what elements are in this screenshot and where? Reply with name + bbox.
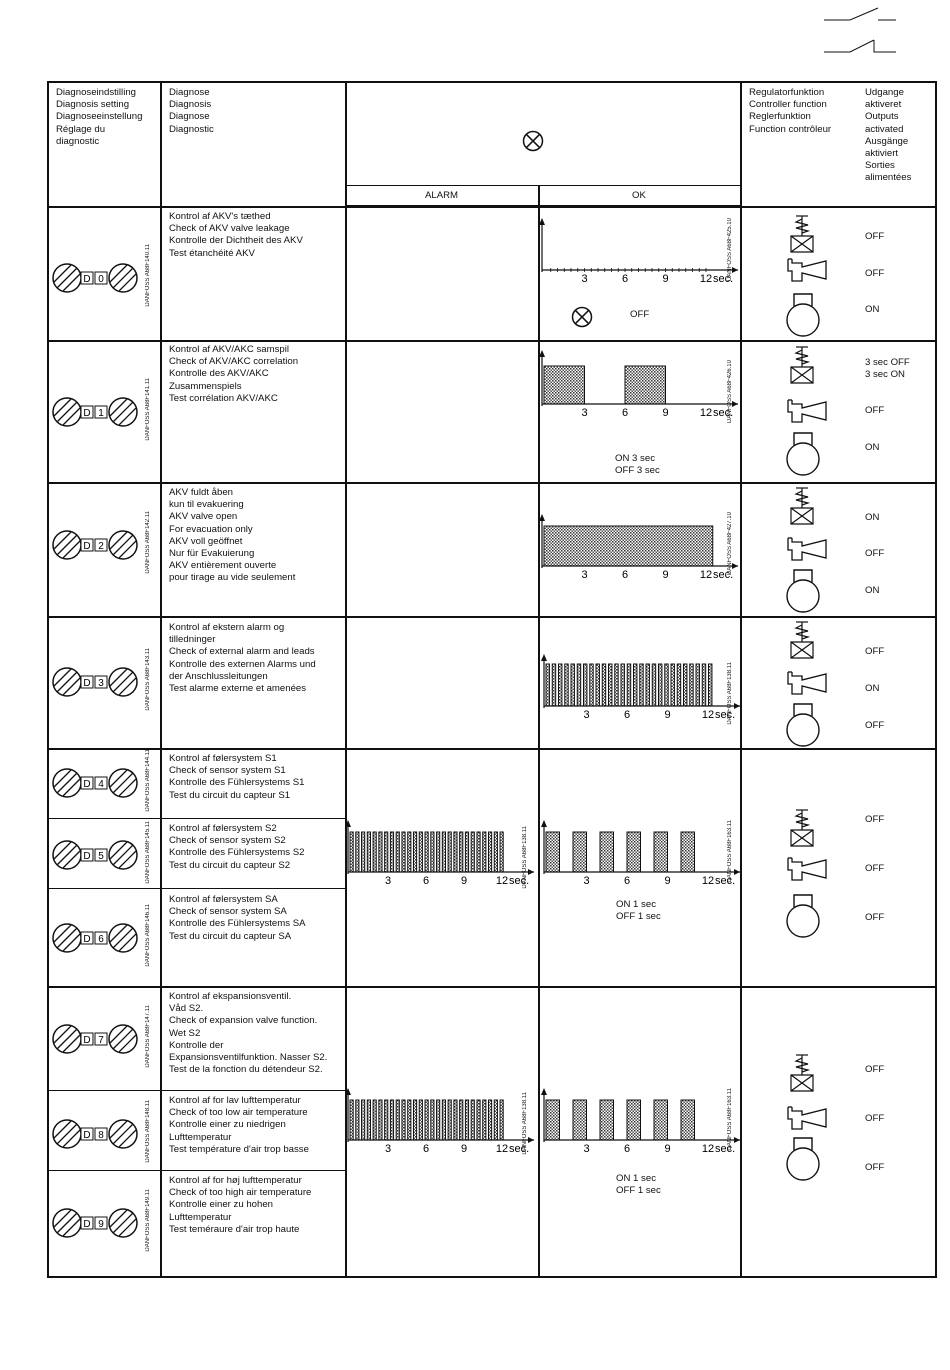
tick-label: 9 bbox=[664, 875, 671, 887]
signal-pulse bbox=[396, 1100, 399, 1140]
output-state: ON bbox=[865, 585, 880, 596]
switch-contact-icon bbox=[822, 4, 902, 56]
signal-pulse bbox=[431, 832, 434, 872]
setting-letter: D bbox=[83, 408, 91, 419]
signal-pulse bbox=[500, 1100, 503, 1140]
setting-letter: D bbox=[83, 274, 91, 285]
setting-digit: 3 bbox=[98, 678, 104, 689]
header-controller-function: Regulatorfunktion Controller function Reglerfunktion Function contrôleur bbox=[749, 87, 832, 135]
horn-icon bbox=[786, 257, 832, 287]
tick-label: 12 bbox=[495, 1143, 509, 1155]
signal-pulse bbox=[437, 832, 440, 872]
header-outputs-activated: Udgange aktiveret Outputs activated Ausgänge aktiviert Sorties alimentées bbox=[865, 87, 912, 184]
signal-pulse bbox=[367, 1100, 370, 1140]
header-alarm-label: ALARM bbox=[425, 190, 459, 201]
horn-icon bbox=[786, 856, 832, 886]
signal-pulse bbox=[483, 1100, 486, 1140]
diagnosis-text: Kontrol af ekspansionsventil. Våd S2. Check of expansion valve function. Wet S2 Kontrolle der Expansionsventilfunktion. Nasser S2. Test de la fonction du détendeur S2. bbox=[169, 991, 328, 1076]
setting-digit: 1 bbox=[98, 408, 104, 419]
tick-label: 6 bbox=[621, 569, 629, 581]
signal-pulse bbox=[546, 664, 549, 706]
signal-pulse bbox=[408, 1100, 411, 1140]
output-state: ON bbox=[865, 442, 880, 453]
drawing-code: DANFOSS A68F147.11 bbox=[145, 1005, 151, 1068]
drawing-code: DANFOSS A68F138.11 bbox=[522, 826, 528, 889]
output-state: OFF bbox=[865, 1162, 885, 1173]
signal-pulse bbox=[565, 664, 568, 706]
output-state: OFF bbox=[865, 1113, 885, 1124]
signal-pulse bbox=[390, 1100, 393, 1140]
signal-pulse bbox=[402, 832, 405, 872]
output-state: 3 sec OFF 3 sec ON bbox=[865, 357, 910, 381]
drawing-code: DANFOSS A68F163.11 bbox=[727, 1088, 733, 1151]
output-state: OFF bbox=[865, 405, 885, 416]
signal-pulse bbox=[494, 1100, 497, 1140]
signal-pulse bbox=[437, 1100, 440, 1140]
tick-label: 12 bbox=[495, 875, 509, 887]
compressor-icon bbox=[784, 893, 824, 939]
output-state: OFF bbox=[865, 268, 885, 279]
signal-pulse bbox=[559, 664, 562, 706]
header-ok-label: OK bbox=[632, 190, 646, 201]
signal-pulse bbox=[677, 664, 680, 706]
signal-pulse bbox=[659, 664, 662, 706]
tick-label: 3 bbox=[581, 569, 588, 581]
setting-letter: D bbox=[83, 1219, 91, 1230]
setting-digit: 6 bbox=[98, 934, 104, 945]
output-state: OFF bbox=[865, 863, 885, 874]
diagnosis-text: Kontrol af følersystem S1 Check of sensor system S1 Kontrolle des Fühlersystems S1 Test du circuit du capteur S1 bbox=[169, 753, 305, 801]
diagnosis-text: Kontrol af ekstern alarm og tilledninger Check of external alarm and leads Kontrolle des externen Alarms und der Anschlussleitungen Test alarme externe et amenées bbox=[169, 622, 316, 695]
setting-knob-symbol bbox=[50, 1206, 140, 1240]
signal-pulse bbox=[684, 664, 687, 706]
signal-pulse bbox=[546, 1100, 560, 1140]
signal-pulse bbox=[442, 832, 445, 872]
tick-label: 3 bbox=[384, 875, 392, 887]
horn-icon bbox=[786, 670, 832, 700]
signal-pulse bbox=[646, 664, 649, 706]
signal-pulse bbox=[573, 1100, 587, 1140]
drawing-code: DANFOSS A68F148.11 bbox=[145, 1100, 151, 1163]
signal-pulse bbox=[640, 664, 643, 706]
header-diagnosis: Diagnose Diagnosis Diagnose Diagnostic bbox=[169, 87, 214, 135]
signal-pulse bbox=[448, 1100, 451, 1140]
signal-pulse bbox=[625, 366, 666, 404]
signal-pulse bbox=[488, 1100, 491, 1140]
output-state: OFF bbox=[865, 231, 885, 242]
signal-pulse bbox=[460, 1100, 463, 1140]
tick-label: 9 bbox=[662, 273, 669, 285]
signal-pulse bbox=[602, 664, 605, 706]
tick-label: 12 bbox=[701, 1143, 715, 1155]
signal-pulse bbox=[627, 1100, 641, 1140]
signal-pulse bbox=[390, 832, 393, 872]
unit-label: sec. bbox=[713, 407, 734, 419]
output-state: OFF bbox=[865, 1064, 885, 1075]
signal-pulse bbox=[681, 1100, 695, 1140]
signal-pulse bbox=[454, 832, 457, 872]
drawing-code: DANFOSS A68F425.10 bbox=[727, 218, 733, 282]
setting-digit: 0 bbox=[98, 274, 104, 285]
signal-pulse bbox=[654, 1100, 668, 1140]
tick-label: 9 bbox=[460, 1143, 468, 1155]
setting-letter: D bbox=[83, 1035, 91, 1046]
tick-label: 6 bbox=[623, 1143, 631, 1155]
tick-label: 3 bbox=[583, 875, 590, 887]
setting-knob-symbol bbox=[50, 1117, 140, 1151]
signal-pulse bbox=[373, 1100, 376, 1140]
output-state: OFF bbox=[865, 912, 885, 923]
signal-pulse bbox=[500, 832, 503, 872]
valve-coil-icon bbox=[788, 808, 818, 848]
drawing-code: DANFOSS A68F144.11 bbox=[145, 749, 151, 812]
unit-label: sec. bbox=[509, 875, 530, 887]
output-state: ON bbox=[865, 683, 880, 694]
signal-pulse bbox=[546, 832, 560, 872]
setting-knob-symbol bbox=[50, 1022, 140, 1056]
signal-pulse bbox=[494, 832, 497, 872]
drawing-code: DANFOSS A68F426.10 bbox=[727, 360, 733, 424]
signal-pulse bbox=[634, 664, 637, 706]
setting-letter: D bbox=[83, 1130, 91, 1141]
output-state: OFF bbox=[865, 814, 885, 825]
setting-knob-symbol bbox=[50, 665, 140, 699]
signal-pulse bbox=[425, 832, 428, 872]
tick-label: 12 bbox=[699, 569, 713, 581]
signal-pulse bbox=[671, 664, 674, 706]
tick-label: 12 bbox=[699, 407, 713, 419]
output-state: OFF bbox=[865, 548, 885, 559]
tick-label: 3 bbox=[384, 1143, 392, 1155]
drawing-code: DANFOSS A68F138.11 bbox=[522, 1092, 528, 1155]
diagnosis-text: Kontrol af følersystem SA Check of sensor system SA Kontrolle des Fühlersystems SA Test du circuit du capteur SA bbox=[169, 894, 306, 942]
tick-label: 6 bbox=[621, 273, 629, 285]
drawing-code: DANFOSS A68F146.11 bbox=[145, 904, 151, 967]
lamp-cross-icon bbox=[522, 130, 544, 152]
setting-digit: 8 bbox=[98, 1130, 104, 1141]
setting-letter: D bbox=[83, 541, 91, 552]
horn-icon bbox=[786, 536, 832, 566]
setting-digit: 9 bbox=[98, 1219, 104, 1230]
setting-knob-symbol bbox=[50, 766, 140, 800]
signal-pulse bbox=[483, 832, 486, 872]
diagnosis-text: Kontrol af følersystem S2 Check of sensor system S2 Kontrolle des Fühlersystems S2 Test du circuit du capteur S2 bbox=[169, 823, 305, 871]
signal-pulse bbox=[488, 832, 491, 872]
tick-label: 6 bbox=[422, 875, 430, 887]
tick-label: 9 bbox=[662, 569, 669, 581]
setting-knob-symbol bbox=[50, 921, 140, 955]
signal-pulse bbox=[367, 832, 370, 872]
tick-label: 9 bbox=[664, 1143, 671, 1155]
signal-pulse bbox=[379, 832, 382, 872]
signal-pulse bbox=[621, 664, 624, 706]
signal-pulse bbox=[379, 1100, 382, 1140]
ok-note-d456: ON 1 sec OFF 1 sec bbox=[616, 899, 661, 923]
diagnosis-text: Kontrol af AKV/AKC samspil Check of AKV/AKC correlation Kontrolle des AKV/AKC Zusammenspiels Test corrélation AKV/AKC bbox=[169, 344, 299, 404]
signal-pulse bbox=[465, 1100, 468, 1140]
setting-digit: 4 bbox=[98, 779, 104, 790]
signal-pulse bbox=[544, 366, 585, 404]
drawing-code: DANFOSS A68F149.11 bbox=[145, 1189, 151, 1252]
signal-pulse bbox=[609, 664, 612, 706]
compressor-icon bbox=[784, 431, 824, 477]
signal-pulse bbox=[690, 664, 693, 706]
unit-label: sec. bbox=[509, 1143, 530, 1155]
signal-pulse bbox=[552, 664, 555, 706]
signal-pulse bbox=[431, 1100, 434, 1140]
signal-pulse bbox=[665, 664, 668, 706]
compressor-icon bbox=[784, 1136, 824, 1182]
signal-pulse bbox=[544, 526, 713, 566]
tick-label: 9 bbox=[662, 407, 669, 419]
signal-pulse bbox=[362, 1100, 365, 1140]
tick-label: 3 bbox=[581, 273, 588, 285]
tick-label: 3 bbox=[583, 1143, 590, 1155]
diagnosis-text: AKV fuldt åben kun til evakuering AKV valve open For evacuation only AKV voll geöffnet Nur für Evakuierung AKV entièrement ouverte pour tirage au vide seulement bbox=[169, 487, 296, 584]
signal-pulse bbox=[477, 832, 480, 872]
horn-icon bbox=[786, 1105, 832, 1135]
lamp-cross-icon bbox=[571, 306, 593, 328]
ok-note-d0: OFF bbox=[630, 309, 650, 320]
tick-label: 12 bbox=[701, 875, 715, 887]
drawing-code: DANFOSS A68F145.11 bbox=[145, 821, 151, 884]
setting-letter: D bbox=[83, 779, 91, 790]
compressor-icon bbox=[784, 292, 824, 338]
ok-note-d1: ON 3 sec OFF 3 sec bbox=[615, 453, 660, 477]
signal-pulse bbox=[419, 1100, 422, 1140]
diagnosis-text: Kontrol af for høj lufttemperatur Check of too high air temperature Kontrolle einer zu hohen Lufttemperatur Test teméraure d'air trop haute bbox=[169, 1175, 312, 1235]
valve-coil-icon bbox=[788, 1053, 818, 1093]
ok-note-d789: ON 1 sec OFF 1 sec bbox=[616, 1173, 661, 1197]
tick-label: 12 bbox=[701, 709, 715, 721]
unit-label: sec. bbox=[713, 273, 734, 285]
setting-digit: 7 bbox=[98, 1035, 104, 1046]
drawing-code: DANFOSS A68F427.10 bbox=[727, 512, 733, 576]
signal-pulse bbox=[654, 832, 668, 872]
diagnosis-text: Kontrol af AKV's tæthed Check of AKV valve leakage Kontrolle der Dichtheit des AKV Test étanchéité AKV bbox=[169, 211, 303, 259]
signal-pulse bbox=[709, 664, 712, 706]
setting-knob-symbol bbox=[50, 395, 140, 429]
signal-pulse bbox=[425, 1100, 428, 1140]
signal-pulse bbox=[465, 832, 468, 872]
valve-coil-icon bbox=[788, 345, 818, 385]
signal-pulse bbox=[356, 1100, 359, 1140]
drawing-code: DANFOSS A68F143.11 bbox=[145, 648, 151, 711]
signal-pulse bbox=[477, 1100, 480, 1140]
setting-digit: 5 bbox=[98, 851, 104, 862]
signal-pulse bbox=[385, 832, 388, 872]
drawing-code: DANFOSS A68F142.11 bbox=[145, 511, 151, 574]
drawing-code: DANFOSS A68F163.11 bbox=[727, 820, 733, 883]
tick-label: 6 bbox=[621, 407, 629, 419]
setting-letter: D bbox=[83, 678, 91, 689]
signal-pulse bbox=[471, 1100, 474, 1140]
unit-label: sec. bbox=[713, 569, 734, 581]
valve-coil-icon bbox=[788, 620, 818, 660]
signal-pulse bbox=[454, 1100, 457, 1140]
setting-digit: 2 bbox=[98, 541, 104, 552]
signal-pulse bbox=[696, 664, 699, 706]
signal-pulse bbox=[442, 1100, 445, 1140]
signal-pulse bbox=[471, 832, 474, 872]
signal-pulse bbox=[350, 1100, 353, 1140]
tick-label: 6 bbox=[422, 1143, 430, 1155]
signal-pulse bbox=[600, 832, 614, 872]
horn-icon bbox=[786, 398, 832, 428]
signal-pulse bbox=[627, 664, 630, 706]
tick-label: 6 bbox=[623, 709, 631, 721]
drawing-code: DANFOSS A68F140.11 bbox=[145, 244, 151, 307]
unit-label: sec. bbox=[715, 875, 736, 887]
signal-pulse bbox=[413, 1100, 416, 1140]
signal-pulse bbox=[362, 832, 365, 872]
tick-label: 3 bbox=[583, 709, 590, 721]
setting-knob-symbol bbox=[50, 528, 140, 562]
signal-pulse bbox=[408, 832, 411, 872]
signal-pulse bbox=[615, 664, 618, 706]
signal-pulse bbox=[584, 664, 587, 706]
signal-pulse bbox=[571, 664, 574, 706]
signal-pulse bbox=[413, 832, 416, 872]
signal-pulse bbox=[702, 664, 705, 706]
signal-pulse bbox=[573, 832, 587, 872]
header-diagnosis-setting: Diagnoseindstilling Diagnosis setting Diagnoseeinstellung Réglage du diagnostic bbox=[56, 87, 143, 147]
setting-letter: D bbox=[83, 851, 91, 862]
signal-pulse bbox=[385, 1100, 388, 1140]
setting-letter: D bbox=[83, 934, 91, 945]
output-state: OFF bbox=[865, 646, 885, 657]
signal-pulse bbox=[396, 832, 399, 872]
compressor-icon bbox=[784, 568, 824, 614]
signal-pulse bbox=[627, 832, 641, 872]
drawing-code: DANFOSS A68F138.11 bbox=[727, 662, 733, 725]
drawing-code: DANFOSS A68F141.11 bbox=[145, 378, 151, 441]
diagnosis-text: Kontrol af for lav lufttemperatur Check of too low air temperature Kontrolle einer zu niedrigen Lufttemperatur Test température d'air trop basse bbox=[169, 1095, 309, 1155]
tick-label: 3 bbox=[581, 407, 588, 419]
tick-label: 6 bbox=[623, 875, 631, 887]
signal-pulse bbox=[590, 664, 593, 706]
tick-label: 9 bbox=[664, 709, 671, 721]
valve-coil-icon bbox=[788, 214, 818, 254]
signal-pulse bbox=[350, 832, 353, 872]
signal-pulse bbox=[460, 832, 463, 872]
signal-pulse bbox=[681, 832, 695, 872]
signal-pulse bbox=[356, 832, 359, 872]
signal-pulse bbox=[448, 832, 451, 872]
unit-label: sec. bbox=[715, 1143, 736, 1155]
signal-pulse bbox=[419, 832, 422, 872]
output-state: ON bbox=[865, 304, 880, 315]
tick-label: 9 bbox=[460, 875, 468, 887]
output-state: OFF bbox=[865, 720, 885, 731]
setting-knob-symbol bbox=[50, 261, 140, 295]
signal-pulse bbox=[652, 664, 655, 706]
unit-label: sec. bbox=[715, 709, 736, 721]
signal-pulse bbox=[402, 1100, 405, 1140]
compressor-icon bbox=[784, 702, 824, 748]
output-state: ON bbox=[865, 512, 880, 523]
signal-pulse bbox=[596, 664, 599, 706]
tick-label: 12 bbox=[699, 273, 713, 285]
signal-pulse bbox=[577, 664, 580, 706]
signal-pulse bbox=[600, 1100, 614, 1140]
setting-knob-symbol bbox=[50, 838, 140, 872]
signal-pulse bbox=[373, 832, 376, 872]
valve-coil-icon bbox=[788, 486, 818, 526]
